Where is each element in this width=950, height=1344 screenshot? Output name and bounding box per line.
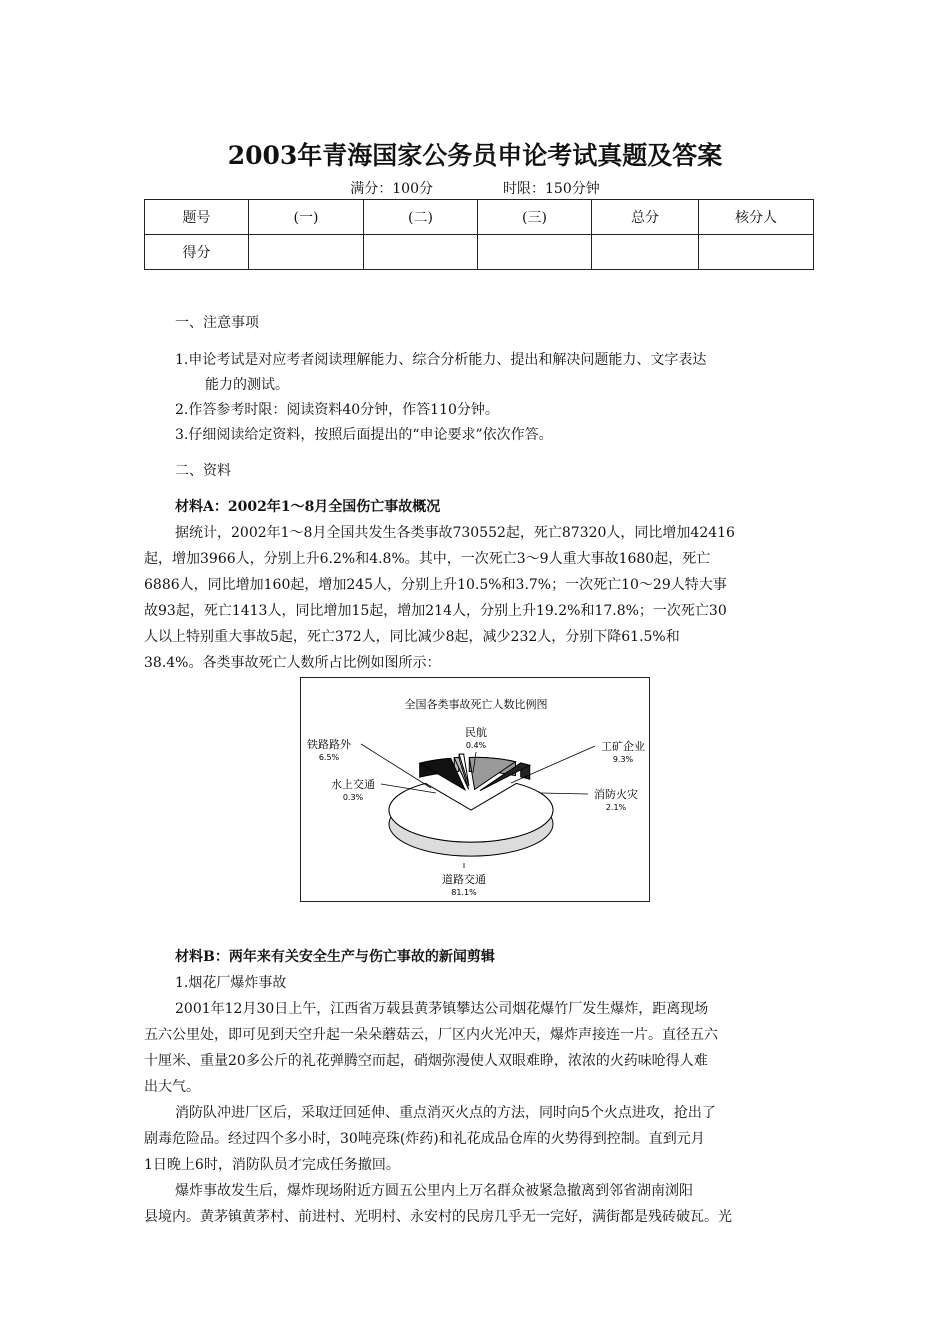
pie-label: 铁路路外: [307, 738, 351, 751]
score-table-header-row: [145, 200, 814, 235]
material-a-line: 据统计，2002年1～8月全国共发生各类事故730552起，死亡87320人，同比增加42416: [175, 525, 735, 541]
pie-label: 水上交通: [331, 778, 375, 791]
full-score: 满分：100分: [350, 181, 433, 197]
material-b-p2-line: 1日晚上6时，消防队员才完成任务撤回。: [144, 1157, 400, 1173]
material-a-line: 人以上特别重大事故5起，死亡372人，同比减少8起，减少232人，分别下降61.5%和: [144, 629, 680, 645]
material-b-p1-line: 十厘米、重量20多公斤的礼花弹腾空而起，硝烟弥漫使人双眼难睁，浓浓的火药味呛得人难: [144, 1053, 708, 1069]
pie-value-label: 81.1%: [451, 888, 477, 897]
score-table-row: [145, 235, 814, 270]
score-header-cell: 核分人: [699, 200, 814, 235]
time-limit: 时限：150分钟: [503, 181, 600, 197]
notes-heading: 一、注意事项: [175, 315, 259, 331]
score-header-cell: 总分: [592, 200, 699, 235]
material-a-heading: 材料A：2002年1～8月全国伤亡事故概况: [175, 499, 441, 515]
material-b-p3-line: 县境内。黄茅镇黄茅村、前进村、光明村、永安村的民房几乎无一完好，满街都是残砖破瓦。光: [144, 1209, 732, 1225]
material-a-line: 故93起，死亡1413人，同比增加15起，增加214人，分别上升19.2%和17.8%；一次死亡30: [144, 603, 727, 619]
pie-slice: [389, 783, 553, 842]
pie-value-label: 0.3%: [342, 793, 364, 802]
score-header-cell: (三): [478, 200, 592, 235]
material-b-p1-line: 五六公里处，即可见到天空升起一朵朵蘑菇云，厂区内火光冲天，爆炸声接连一片。直径五六: [144, 1027, 718, 1043]
score-cell: [249, 235, 364, 270]
material-b-sub1: 1.烟花厂爆炸事故: [175, 975, 287, 991]
material-a-line: 6886人，同比增加160起，增加245人，分别上升10.5%和3.7%；一次死亡10～29人特大事: [144, 577, 727, 593]
material-b-heading: 材料B：两年来有关安全生产与伤亡事故的新闻剪辑: [175, 949, 495, 965]
page-title: 2003年青海国家公务员申论考试真题及答案: [227, 141, 723, 170]
chart-title: 全国各类事故死亡人数比例图: [404, 698, 548, 711]
pie-leader-line: [541, 793, 588, 794]
score-cell: [478, 235, 592, 270]
score-table: [144, 199, 814, 270]
pie-label: 工矿企业: [601, 740, 645, 753]
exam-meta: [0, 178, 950, 198]
material-b-p1-line: 出大气。: [144, 1079, 200, 1095]
score-header-cell: 题号: [145, 200, 249, 235]
pie-value-label: 0.4%: [465, 741, 487, 750]
score-cell: [592, 235, 699, 270]
material-b-p3-line: 爆炸事故发生后，爆炸现场附近方圆五公里内上万名群众被紧急撤离到邻省湖南浏阳: [175, 1183, 693, 1199]
material-b-p2-line: 消防队冲进厂区后，采取迂回延伸、重点消灭火点的方法，同时向5个火点进攻，抢出了: [175, 1105, 716, 1121]
material-a-line: 38.4%。各类事故死亡人数所占比例如图所示：: [144, 655, 441, 671]
score-header-cell: (二): [364, 200, 478, 235]
pie-value-label: 2.1%: [605, 803, 627, 812]
pie-label: 道路交通: [442, 873, 486, 886]
notes-item-2: 2.作答参考时限：阅读资料40分钟，作答110分钟。: [175, 402, 499, 418]
pie-label: 消防火灾: [594, 788, 638, 801]
pie-label: 民航: [465, 726, 487, 739]
notes-item-3: 3.仔细阅读给定资料，按照后面提出的“申论要求”依次作答。: [175, 427, 553, 443]
notes-item-1: 1.申论考试是对应考者阅读理解能力、综合分析能力、提出和解决问题能力、文字表达: [175, 352, 707, 368]
pie-chart: [300, 677, 650, 902]
material-a-line: 起，增加3966人，分别上升6.2%和4.8%。其中，一次死亡3～9人重大事故1680起，死亡: [144, 551, 711, 567]
score-cell: [364, 235, 478, 270]
material-b-p1-line: 2001年12月30日上午，江西省万载县黄茅镇攀达公司烟花爆竹厂发生爆炸，距离现场: [175, 1001, 709, 1017]
material-b-p2-line: 剧毒危险品。经过四个多小时，30吨亮珠(炸药)和礼花成品仓库的火势得到控制。直到元月: [144, 1131, 705, 1147]
score-header-cell: (一): [249, 200, 364, 235]
notes-item-1-cont: 能力的测试。: [205, 377, 289, 393]
pie-value-label: 6.5%: [318, 753, 340, 762]
materials-heading: 二、资料: [175, 463, 231, 479]
pie-chart-svg: [301, 678, 651, 903]
score-row-label: 得分: [145, 235, 249, 270]
score-cell: [699, 235, 814, 270]
pie-value-label: 9.3%: [612, 755, 634, 764]
